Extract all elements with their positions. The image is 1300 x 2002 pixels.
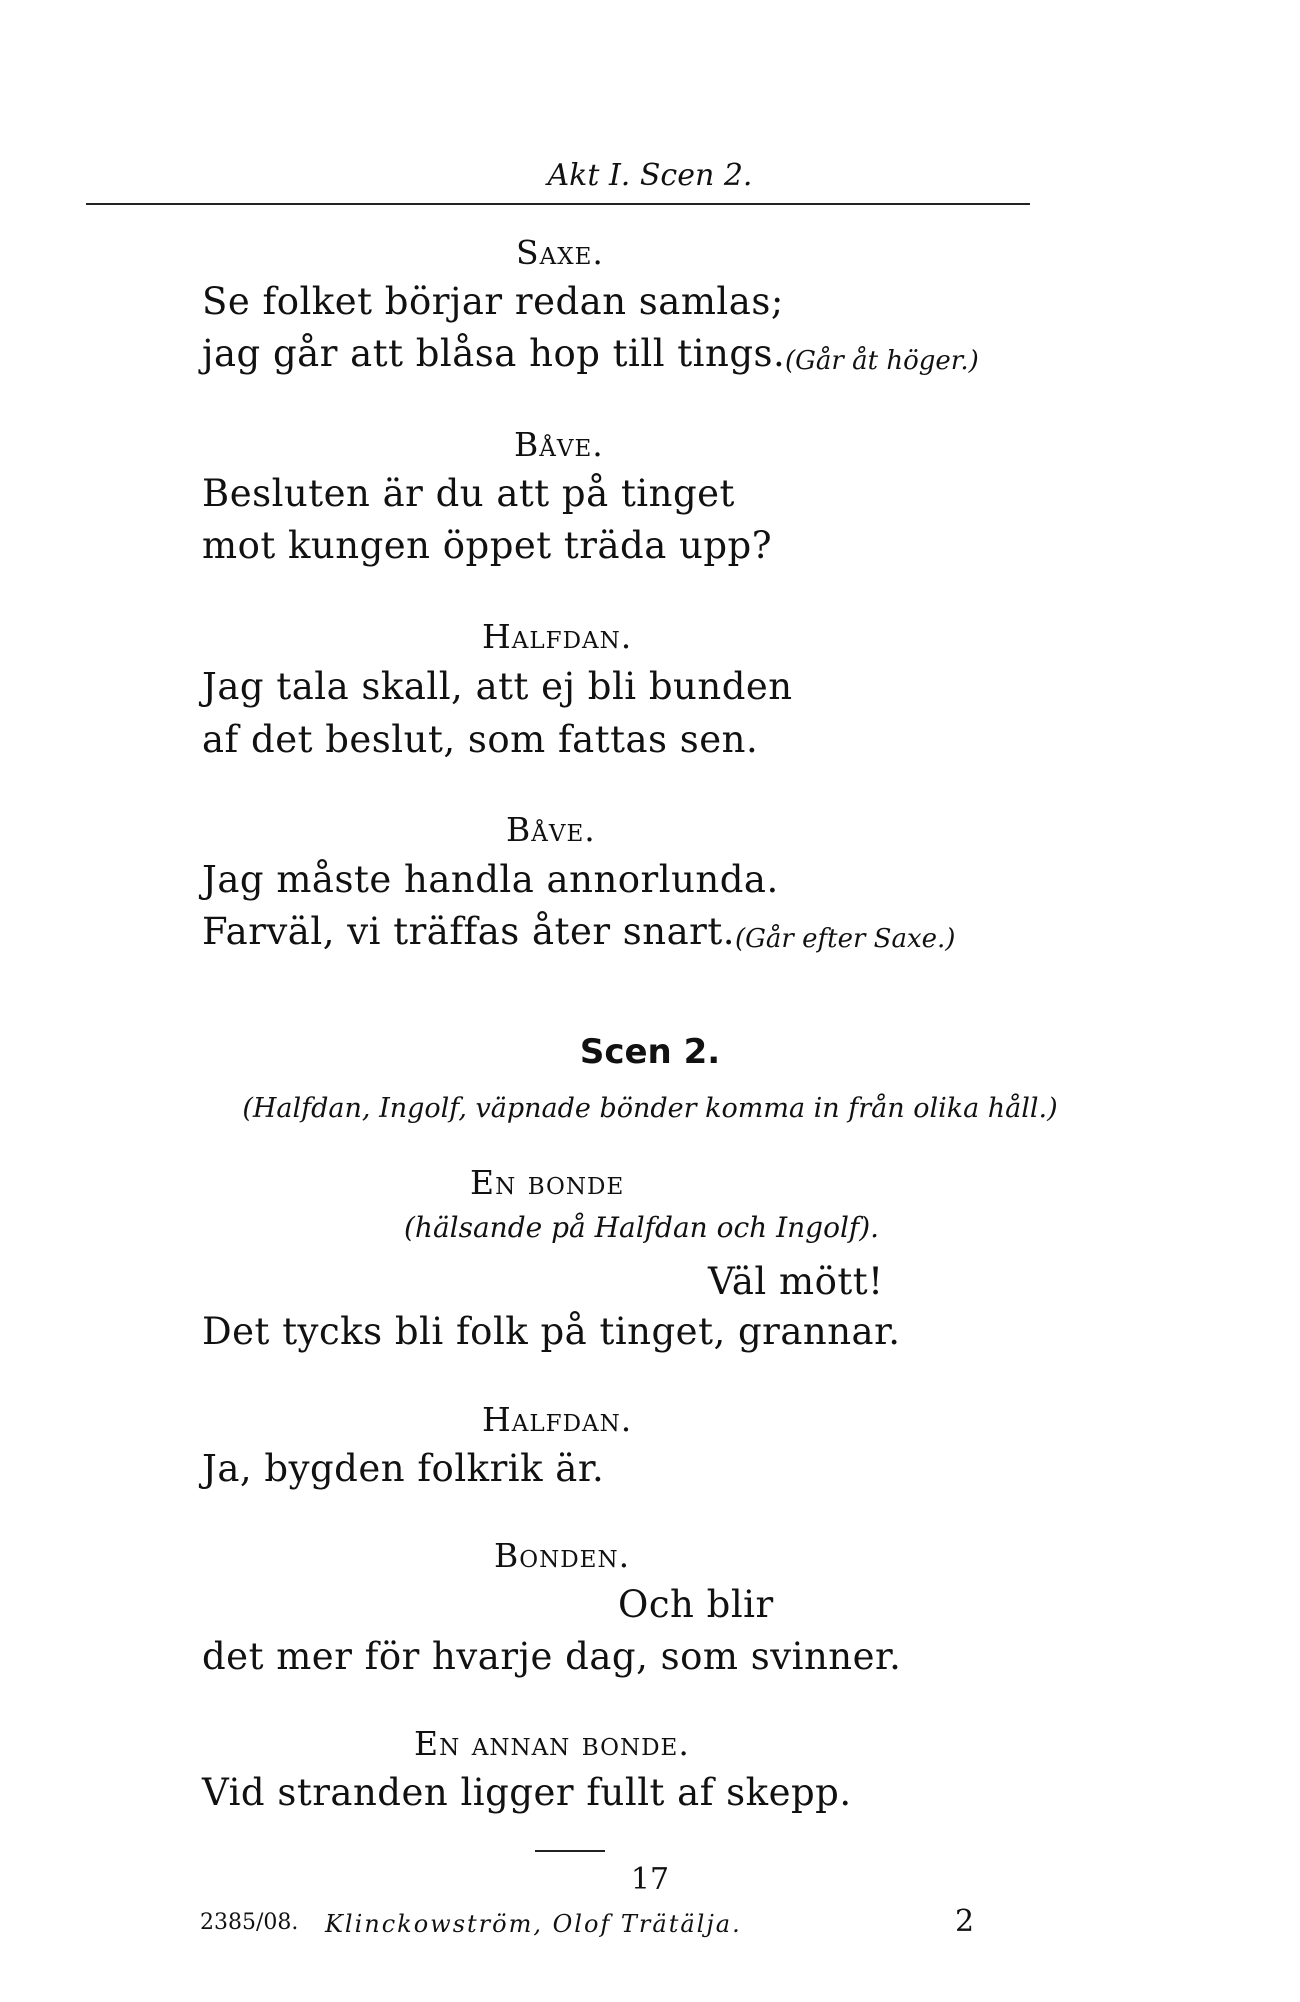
verse-line: Väl mött!	[708, 1260, 884, 1303]
running-head: Akt I. Scen 2.	[547, 158, 753, 193]
verse-line: Ja, bygden folkrik är.	[202, 1447, 605, 1490]
page-number: 17	[630, 1862, 670, 1897]
verse-line: Jag måste handla annorlunda.	[202, 858, 779, 901]
speaker-bave: Båve.	[506, 810, 596, 849]
speaker-halfdan: Halfdan.	[482, 1400, 633, 1439]
speaker-bonden: Bonden.	[494, 1536, 631, 1575]
speaker-en-annan-bonde: En annan bonde.	[414, 1724, 690, 1763]
verse-line: Vid stranden ligger fullt af skepp.	[202, 1771, 852, 1814]
signature-text: Klinckowström, Olof Trätälja.	[325, 1910, 742, 1938]
speaker-halfdan: Halfdan.	[482, 617, 633, 656]
verse-line: Och blir	[618, 1583, 774, 1626]
footer-rule	[535, 1850, 605, 1852]
verse-line: af det beslut, som fattas sen.	[202, 718, 759, 761]
verse-line: det mer för hvarje dag, som svinner.	[202, 1635, 902, 1678]
scene-stage-direction: (Halfdan, Ingolf, väpnade bönder komma in från olika håll.)	[242, 1093, 1058, 1124]
verse-line: Det tycks bli folk på tinget, grannar.	[202, 1310, 901, 1353]
speaker-saxe: Saxe.	[516, 233, 604, 272]
stage-direction: (Går efter Saxe.)	[735, 924, 956, 954]
speaker-direction: (hälsande på Halfdan och Ingolf).	[404, 1211, 880, 1244]
verse-line: Farväl, vi träffas åter snart.	[202, 910, 735, 953]
verse-line: jag går att blåsa hop till tings.	[202, 332, 786, 375]
verse-line: Jag tala skall, att ej bli bunden	[202, 665, 793, 708]
verse-line: Besluten är du att på tinget	[202, 472, 735, 515]
stage-direction: (Går åt höger.)	[785, 346, 979, 376]
speaker-bave: Båve.	[514, 425, 604, 464]
verse-line: mot kungen öppet träda upp?	[202, 524, 773, 567]
verse-line: Se folket börjar redan samlas;	[202, 280, 784, 323]
scene-title: Scen 2.	[579, 1032, 721, 1072]
header-rule	[86, 203, 1030, 205]
signature-code: 2385/08.	[200, 1910, 299, 1935]
signature-number: 2	[955, 1904, 977, 1939]
speaker-en-bonde: En bonde	[470, 1163, 625, 1202]
